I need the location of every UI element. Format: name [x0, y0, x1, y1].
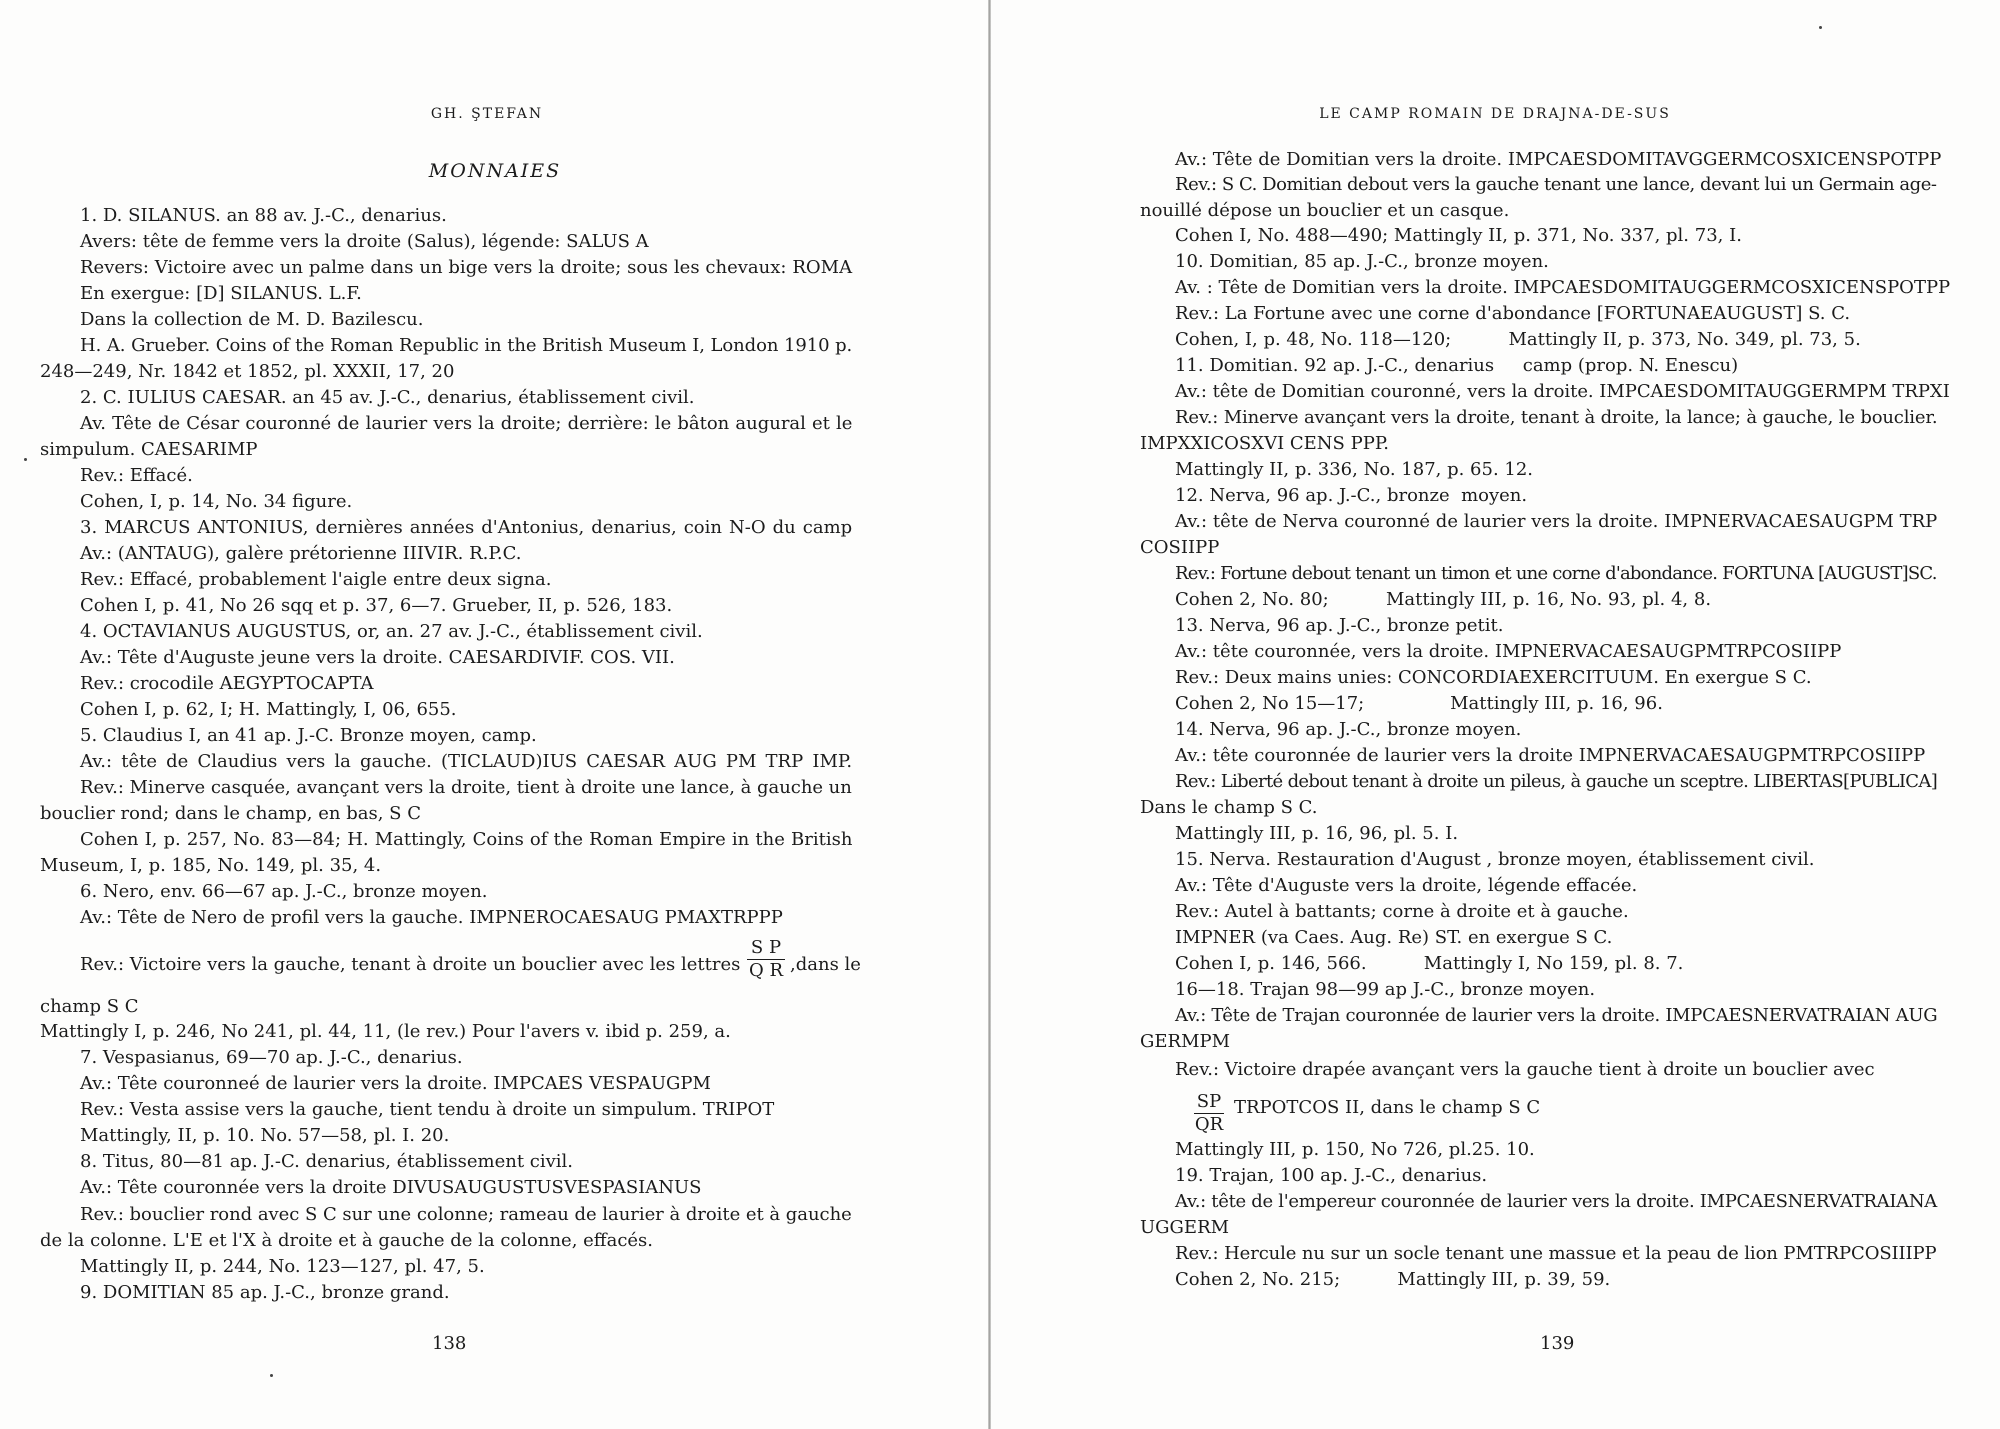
text-line: IMPNER (va Caes. Aug. Re) ST. en exergue S C.	[1175, 927, 1613, 948]
text-line: Cohen I, No. 488—490; Mattingly II, p. 371, No. 337, pl. 73, I.	[1175, 225, 1742, 246]
text-line: Av.: tête de l'empereur couronnée de laurier vers la droite. IMPCAESNERVATRAIANA	[1175, 1191, 1938, 1212]
text-line: En exergue: [D] SILANUS. L.F.	[80, 283, 362, 304]
margin-speck	[270, 1374, 273, 1377]
text-line: Av.: Tête de Nero de profil vers la gauche. IMPNEROCAESAUG PMAXTRPPP	[80, 907, 783, 928]
fraction-sp-qr	[747, 938, 785, 981]
fraction-denominator: Q R	[748, 960, 784, 981]
text-line: GERMPM	[1140, 1031, 1231, 1052]
text-line: Dans la collection de M. D. Bazilescu.	[80, 309, 424, 330]
text-line: 14. Nerva, 96 ap. J.-C., bronze moyen.	[1175, 719, 1522, 740]
fraction-numerator: S P	[750, 937, 782, 958]
text-line: 12. Nerva, 96 ap. J.-C., bronze moyen.	[1175, 485, 1528, 506]
text-line: UGGERM	[1140, 1217, 1230, 1238]
text-line: Rev.: Hercule nu sur un socle tenant une massue et la peau de lion PMTRPCOSIIIPP	[1175, 1243, 1937, 1264]
text-line: Av.: tête de Claudius vers la gauche. (TICLAUD)IUS CAESAR AUG PM TRP IMP.	[80, 751, 853, 772]
text-line: Rev.: crocodile AEGYPTOCAPTA	[80, 673, 374, 694]
text-line: 248—249, Nr. 1842 et 1852, pl. XXXII, 17, 20	[40, 361, 455, 382]
text-line: Rev.: Minerve avançant vers la droite, tenant à droite, la lance; à gauche, le bouclier.	[1175, 407, 1938, 428]
text-line: Cohen I, p. 62, I; H. Mattingly, I, 06, 655.	[80, 699, 457, 720]
running-head: GH. ŞTEFAN	[430, 106, 544, 122]
text-line: 16—18. Trajan 98—99 ap J.-C., bronze moyen.	[1175, 979, 1596, 1000]
text-line: Av.: Tête de Trajan couronnée de laurier vers la droite. IMPCAESNERVATRAIAN AUG	[1175, 1005, 1938, 1026]
text-line: Mattingly III, p. 150, No 726, pl.25. 10.	[1175, 1139, 1535, 1160]
text-line: nouillé dépose un bouclier et un casque.	[1140, 200, 1510, 221]
text-line: Cohen I, p. 257, No. 83—84; H. Mattingly, Coins of the Roman Empire in the British	[80, 829, 853, 850]
text-line: 10. Domitian, 85 ap. J.-C., bronze moyen.	[1175, 251, 1549, 272]
text-line: Cohen, I, p. 14, No. 34 figure.	[80, 491, 353, 512]
text-line: Av.: tête de Domitian couronné, vers la droite. IMPCAESDOMITAUGGERMPM TRPXI	[1175, 381, 1950, 402]
text-line: Rev.: Victoire drapée avançant vers la gauche tient à droite un bouclier avec	[1175, 1059, 1875, 1080]
text-line: Av.: Tête de Domitian vers la droite. IMPCAESDOMITAVGGERMCOSXICENSPOTPP	[1175, 149, 1942, 170]
text-line: 15. Nerva. Restauration d'August , bronze moyen, établissement civil.	[1175, 849, 1815, 870]
text-line: Dans le champ S C.	[1140, 797, 1318, 818]
text-line: Cohen I, p. 41, No 26 sqq et p. 37, 6—7. Grueber, II, p. 526, 183.	[80, 595, 673, 616]
fraction-numerator: SP	[1196, 1091, 1222, 1112]
text-line: Rev.: La Fortune avec une corne d'abondance [FORTUNAEAUGUST] S. C.	[1175, 303, 1851, 324]
text-line: Av.: tête couronnée de laurier vers la droite IMPNERVACAESAUGPMTRPCOSIIPP	[1175, 745, 1926, 766]
page-number: 138	[432, 1333, 467, 1354]
text-line: 11. Domitian. 92 ap. J.-C., denarius camp (prop. N. Enescu)	[1175, 355, 1739, 376]
text-line: 2. C. IULIUS CAESAR. an 45 av. J.-C., denarius, établissement civil.	[80, 387, 695, 408]
running-head: LE CAMP ROMAIN DE DRAJNA-DE-SUS	[1319, 106, 1671, 122]
text-line: Mattingly, II, p. 10. No. 57—58, pl. I. 20.	[80, 1125, 450, 1146]
page-number: 139	[1540, 1333, 1575, 1354]
text-line: IMPXXICOSXVI CENS PPP.	[1140, 433, 1390, 454]
text-line: 7. Vespasianus, 69—70 ap. J.-C., denarius.	[80, 1047, 463, 1068]
text-line: Rev.: Liberté debout tenant à droite un pileus, à gauche un sceptre. LIBERTAS[PUBLICA]	[1175, 771, 1938, 792]
text-line: 8. Titus, 80—81 ap. J.-C. denarius, établissement civil.	[80, 1151, 574, 1172]
text-line: Rev.: Deux mains unies: CONCORDIAEXERCITUUM. En exergue S C.	[1175, 667, 1812, 688]
text-line: simpulum. CAESARIMP	[40, 439, 258, 460]
text-line: 4. OCTAVIANUS AUGUSTUS, or, an. 27 av. J.-C., établissement civil.	[80, 621, 703, 642]
right-page	[990, 0, 2000, 1429]
text-line: Av. : Tête de Domitian vers la droite. IMPCAESDOMITAUGGERMCOSXICENSPOTPP	[1175, 277, 1951, 298]
text-line: Museum, I, p. 185, No. 149, pl. 35, 4.	[40, 855, 382, 876]
text-line: Mattingly III, p. 16, 96, pl. 5. I.	[1175, 823, 1459, 844]
text-line: Rev.: Effacé, probablement l'aigle entre deux signa.	[80, 569, 552, 590]
text-line: Av.: (ANTAUG), galère prétorienne IIIVIR. R.P.C.	[80, 543, 522, 564]
text-line: Rev.: bouclier rond avec S C sur une colonne; rameau de laurier à droite et à gauche	[80, 1204, 852, 1225]
text-line: Av.: Tête couronneé de laurier vers la droite. IMPCAES VESPAUGPM	[80, 1073, 711, 1094]
text-line: Rev.: Autel à battants; corne à droite et à gauche.	[1175, 901, 1629, 922]
text-line: Av.: Tête d'Auguste jeune vers la droite. CAESARDIVIF. COS. VII.	[80, 647, 675, 668]
margin-speck	[24, 458, 27, 461]
text-line: Av.: Tête d'Auguste vers la droite, légende effacée.	[1175, 875, 1638, 896]
text-line: 9. DOMITIAN 85 ap. J.-C., bronze grand.	[80, 1282, 450, 1303]
fraction-suffix: ,dans le	[790, 954, 861, 975]
text-line: 6. Nero, env. 66—67 ap. J.-C., bronze moyen.	[80, 881, 488, 902]
text-line: 1. D. SILANUS. an 88 av. J.-C., denarius.	[80, 205, 447, 226]
text-line: Mattingly II, p. 336, No. 187, p. 65. 12.	[1175, 459, 1534, 480]
text-line: Cohen, I, p. 48, No. 118—120; Mattingly II, p. 373, No. 349, pl. 73, 5.	[1175, 329, 1861, 350]
left-page	[0, 0, 990, 1429]
margin-speck	[1819, 26, 1822, 29]
text-line: Avers: tête de femme vers la droite (Salus), légende: SALUS A	[80, 231, 649, 252]
text-line: bouclier rond; dans le champ, en bas, S C	[40, 803, 421, 824]
text-line: Rev.: Victoire vers la gauche, tenant à droite un bouclier avec les lettres	[80, 954, 741, 975]
text-line: champ S C	[40, 996, 139, 1017]
text-line: Av.: tête de Nerva couronné de laurier vers la droite. IMPNERVACAESAUGPM TRP	[1175, 511, 1938, 532]
text-line: 5. Claudius I, an 41 ap. J.-C. Bronze moyen, camp.	[80, 725, 537, 746]
text-line: Av.: tête couronnée, vers la droite. IMPNERVACAESAUGPMTRPCOSIIPP	[1175, 641, 1842, 662]
text-line: Rev.: S C. Domitian debout vers la gauche tenant une lance, devant lui un Germain age-	[1175, 174, 1937, 195]
text-line: 19. Trajan, 100 ap. J.-C., denarius.	[1175, 1165, 1488, 1186]
text-line: Cohen 2, No. 215; Mattingly III, p. 39, 59.	[1175, 1269, 1611, 1290]
text-line: Rev.: Fortune debout tenant un timon et une corne d'abondance. FORTUNA [AUGUST]SC.	[1175, 563, 1937, 584]
text-line: TRPOTCOS II, dans le champ S C	[1234, 1097, 1541, 1118]
text-line: 3. MARCUS ANTONIUS, dernières années d'Antonius, denarius, coin N-O du camp	[80, 517, 853, 538]
text-line: Av. Tête de César couronné de laurier vers la droite; derrière: le bâton augural et le	[80, 413, 853, 434]
text-line: Mattingly I, p. 246, No 241, pl. 44, 11, (le rev.) Pour l'avers v. ibid p. 259, a.	[40, 1021, 731, 1042]
section-title: MONNAIES	[428, 160, 562, 182]
text-line: 13. Nerva, 96 ap. J.-C., bronze petit.	[1175, 615, 1504, 636]
text-line: Rev.: Minerve casquée, avançant vers la droite, tient à droite une lance, à gauche un	[80, 777, 852, 798]
text-line: COSIIPP	[1140, 537, 1220, 558]
text-line: Cohen 2, No. 80; Mattingly III, p. 16, No. 93, pl. 4, 8.	[1175, 589, 1712, 610]
text-line: Revers: Victoire avec un palme dans un bige vers la droite; sous les chevaux: ROMA	[80, 257, 853, 278]
text-line: H. A. Grueber. Coins of the Roman Republic in the British Museum I, London 1910 p.	[80, 335, 853, 356]
fraction-denominator: QR	[1194, 1114, 1224, 1135]
text-line: Rev.: Effacé.	[80, 465, 193, 486]
text-line: Mattingly II, p. 244, No. 123—127, pl. 47, 5.	[80, 1256, 485, 1277]
text-line: de la colonne. L'E et l'X à droite et à gauche de la colonne, effacés.	[40, 1230, 654, 1251]
fraction-sp-qr	[1194, 1092, 1224, 1135]
text-line: Rev.: Vesta assise vers la gauche, tient tendu à droite un simpulum. TRIPOT	[80, 1099, 775, 1120]
text-line: Cohen 2, No 15—17; Mattingly III, p. 16, 96.	[1175, 693, 1663, 714]
text-line: Cohen I, p. 146, 566. Mattingly I, No 159, pl. 8. 7.	[1175, 953, 1684, 974]
text-line: Av.: Tête couronnée vers la droite DIVUSAUGUSTUSVESPASIANUS	[80, 1177, 702, 1198]
